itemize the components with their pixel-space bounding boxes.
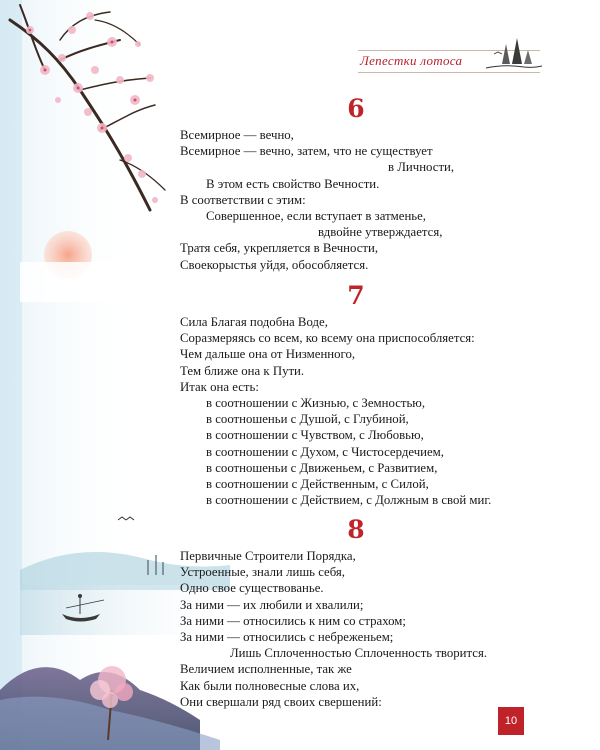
section-number-8: 8 bbox=[347, 515, 365, 544]
text-line: Соразмеряясь со всем, ко всему она приспособляется: bbox=[180, 331, 475, 346]
text-line: Тратя себя, укрепляется в Вечности, bbox=[180, 241, 379, 256]
text-line: Чем дальше она от Низменного, bbox=[180, 347, 356, 362]
text-line: За ними — их любили и хвалили; bbox=[180, 597, 364, 612]
text-line: Всемирное — вечно, затем, что не существует bbox=[180, 144, 433, 159]
text-line: в соотношении с Жизнью, с Земностью, bbox=[206, 396, 426, 411]
text-line: в Личности, bbox=[388, 160, 455, 175]
text-line: в соотношении с Действенным, с Силой, bbox=[206, 477, 429, 492]
section-number-6: 6 bbox=[347, 94, 365, 123]
text-line: За ними — относились с небреженьем; bbox=[180, 630, 394, 645]
page-number-badge: 10 bbox=[498, 707, 524, 735]
running-header-title: Лепестки лотоса bbox=[360, 53, 463, 68]
text-line: Совершенное, если вступает в затменье, bbox=[206, 209, 427, 224]
text-line: Итак она есть: bbox=[180, 379, 259, 394]
text-line: Устроенные, знали лишь себя, bbox=[180, 565, 346, 580]
text-line: Они свершали ряд своих свершений: bbox=[180, 694, 382, 709]
header-ink-sketch-icon bbox=[484, 34, 544, 74]
text-line: в соотношении с Духом, с Чистосердечием, bbox=[206, 444, 444, 459]
text-line: В этом есть свойство Вечности. bbox=[206, 176, 380, 191]
text-line: Первичные Строители Порядка, bbox=[180, 549, 356, 563]
text-line: Своекорыстья уйдя, обособляется. bbox=[180, 257, 369, 272]
text-line: Как были полновесные слова их, bbox=[180, 678, 360, 693]
text-line: В соответствии с этим: bbox=[180, 192, 306, 207]
text-line: в соотношении с Действием, с Должным в свой миг. bbox=[206, 493, 492, 508]
text-line: вдвойне утверждается, bbox=[318, 225, 443, 240]
text-line: Тем ближе она к Пути. bbox=[180, 363, 305, 378]
text-line: Величием исполненные, так же bbox=[180, 662, 352, 677]
text-line: Сила Благая подобна Воде, bbox=[180, 315, 328, 329]
stanza-6 bbox=[180, 127, 540, 273]
text-line: Лишь Сплоченностью Сплоченность творится. bbox=[230, 646, 488, 661]
text-line: За ними — относились к ним со страхом; bbox=[180, 613, 406, 628]
text-line: Всемирное — вечно, bbox=[180, 128, 294, 142]
text-line: в соотношеньи с Движеньем, с Развитием, bbox=[206, 460, 438, 475]
text-line: Одно свое существованье. bbox=[180, 581, 324, 596]
stanza-7 bbox=[180, 314, 540, 508]
stanza-8 bbox=[180, 548, 540, 710]
section-number-7: 7 bbox=[347, 281, 365, 310]
text-line: в соотношении с Чувством, с Любовью, bbox=[206, 428, 424, 443]
text-line: в соотношеньи с Душой, с Глубиной, bbox=[206, 412, 409, 427]
